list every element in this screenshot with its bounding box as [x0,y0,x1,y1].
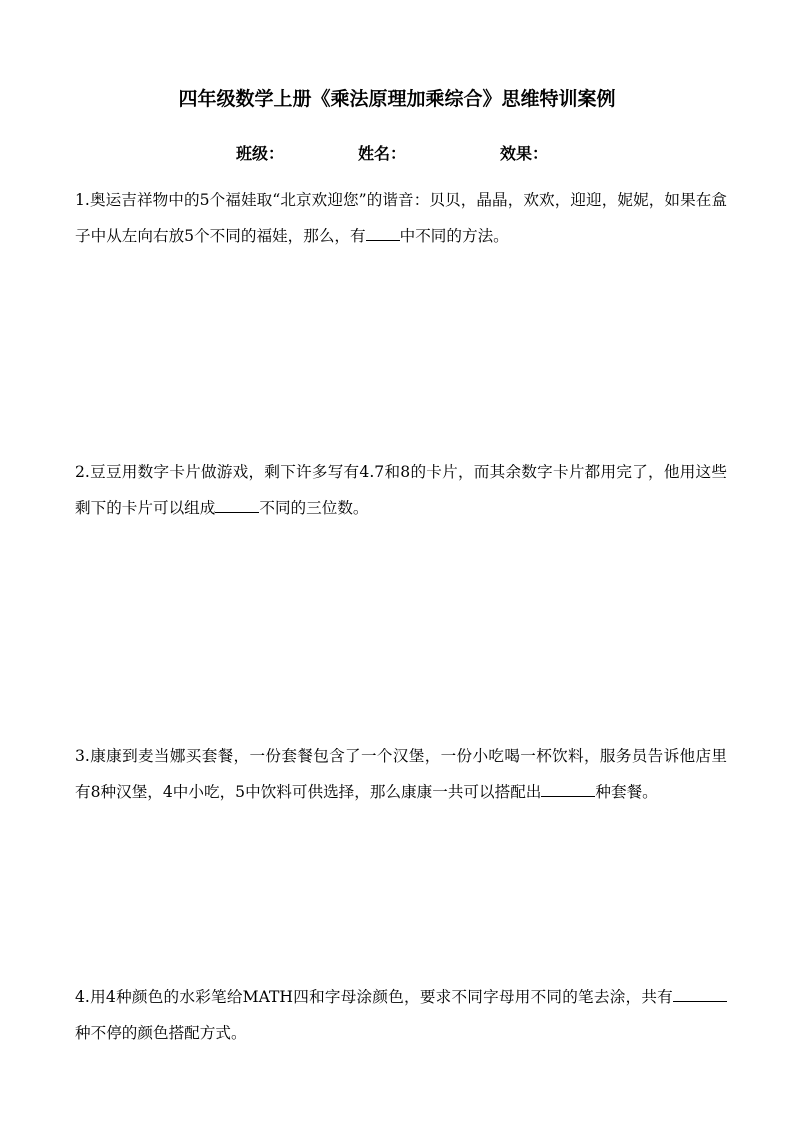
page-title: 四年级数学上册《乘法原理加乘综合》思维特训案例 [178,88,616,110]
question-1-text-after: 中不同的方法。 [399,227,509,245]
question-2-text-after: 不同的三位数。 [259,499,369,517]
question-3-text-after: 种套餐。 [595,783,658,801]
question-1 [75,182,727,254]
student-info-row [0,141,794,165]
question-2 [75,454,727,526]
question-4-text-after: 种不停的颜色搭配方式。 [75,1024,247,1042]
question-2-answer-blank[interactable] [215,496,259,513]
name-label: 姓名： [358,144,407,163]
question-3-answer-blank[interactable] [541,780,595,797]
question-4-text-before: 4.用4种颜色的水彩笔给MATH四和字母涂颜色，要求不同字母用不同的笔去涂，共有 [75,988,673,1006]
result-label: 效果： [500,144,549,163]
question-4 [75,979,727,1051]
question-3 [75,738,727,810]
class-label: 班级： [236,144,285,163]
question-3-text-before: 3.康康到麦当娜买套餐，一份套餐包含了一个汉堡，一份小吃喝一杯饮料，服务员告诉他店里有8种汉堡，4中小吃，5中饮料可供选择，那么康康一共可以搭配出 [75,747,727,801]
question-1-text-before: 1.奥运吉祥物中的5个福娃取“北京欢迎您”的谐音：贝贝，晶晶，欢欢，迎迎，妮妮，如果在盒子中从左向右放5个不同的福娃，那么，有 [75,191,727,245]
question-2-text-before: 2.豆豆用数字卡片做游戏，剩下许多写有4.7和8的卡片，而其余数字卡片都用完了，他用这些剩下的卡片可以组成 [75,463,727,517]
question-1-answer-blank[interactable] [366,224,400,241]
question-4-answer-blank[interactable] [673,985,727,1002]
